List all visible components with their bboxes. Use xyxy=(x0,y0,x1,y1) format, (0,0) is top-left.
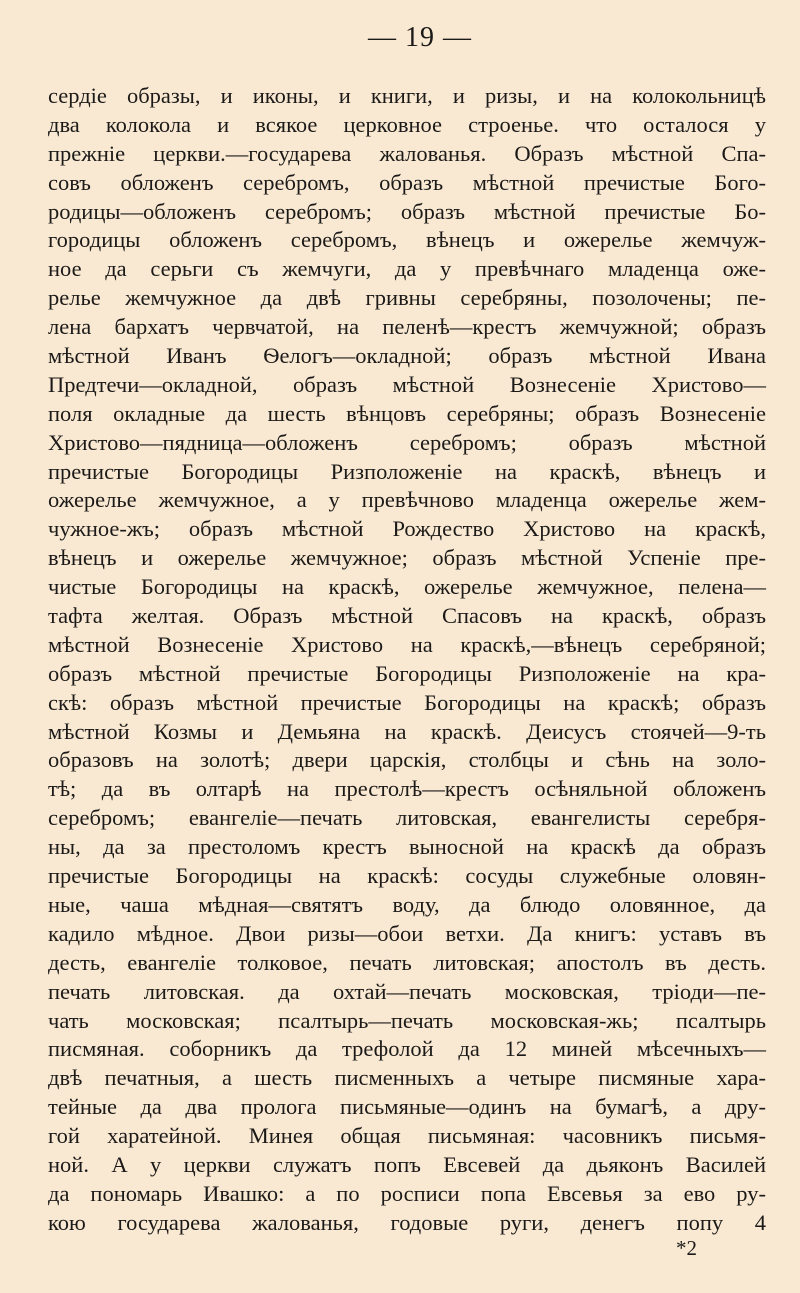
text-line: гой харатейной. Минея общая письмяная: часовникъ письмя- xyxy=(48,1123,766,1149)
text-line: родицы—обложенъ серебромъ; образъ мѣстной пречистые Бо- xyxy=(48,198,766,224)
text-line: сердіе образы, и иконы, и книги, и ризы, и на колокольницѣ xyxy=(48,83,766,108)
text-line: скѣ: образъ мѣстной пречистые Богородицы на краскѣ; образъ xyxy=(48,689,766,715)
text-line: городицы обложенъ серебромъ, вѣнецъ и ожерелье жемчуж- xyxy=(48,227,766,253)
text-line: ожерелье жемчужное, а у превѣчново младенца ожерелье жем- xyxy=(48,487,766,513)
text-line: кою государева жалованья, годовые руги, денегъ попу 4 xyxy=(48,1209,766,1235)
text-line: поля окладные да шесть вѣнцовъ серебряны; образъ Вознесеніе xyxy=(48,400,766,426)
text-line: мѣстной Вознесеніе Христово на краскѣ,—вѣнецъ серебряной; xyxy=(48,631,766,657)
text-line: два колокола и всякое церковное строенье. что осталося у xyxy=(48,111,766,137)
text-line: чать московская; псалтырь—печать московская-жь; псалтырь xyxy=(48,1007,766,1033)
text-line: серебромъ; евангеліе—печать литовская, евангелисты серебря- xyxy=(48,805,766,831)
text-line: лена бархатъ червчатой, на пеленѣ—крестъ жемчужной; образъ xyxy=(48,314,766,340)
text-line: пречистые Богородицы на краскѣ: сосуды служебные оловян- xyxy=(48,863,766,889)
page-number: — 19 — xyxy=(368,22,472,53)
text-line: ны, да за престоломъ крестъ выносной на краскѣ да образъ xyxy=(48,834,766,860)
text-line: чистые Богородицы на краскѣ, ожерелье жемчужное, пелена— xyxy=(48,574,766,600)
text-line: писмяная. соборникъ да трефолой да 12 миней мѣсечныхъ— xyxy=(48,1036,766,1062)
text-line: релье жемчужное да двѣ гривны серебряны, позолочены; пе- xyxy=(48,285,766,311)
text-line: мѣстной Иванъ Ѳелогъ—окладной; образъ мѣстной Ивана xyxy=(48,343,766,369)
text-line: чужное-жъ; образъ мѣстной Рождество Христово на краскѣ, xyxy=(48,516,766,542)
text-line: тѣ; да въ олтарѣ на престолѣ—крестъ осѣняльной обложенъ xyxy=(48,776,766,802)
text-line: кадило мѣдное. Двои ризы—обои ветхи. Да книгъ: уставъ въ xyxy=(48,920,766,946)
text-line: прежніе церкви.—государева жалованья. Образъ мѣстной Спа- xyxy=(48,140,766,166)
text-line: тейные да два пролога письмяные—одинъ на бумагѣ, а дру- xyxy=(48,1094,766,1120)
text-line: образъ мѣстной пречистые Богородицы Ризположеніе на кра- xyxy=(48,660,766,686)
text-line: Предтечи—окладной, образъ мѣстной Вознесеніе Христово— xyxy=(48,371,766,397)
text-line: образовъ на золотѣ; двери царскія, столбцы и сѣнь на золо- xyxy=(48,747,766,773)
body-text xyxy=(48,82,766,1238)
text-line: ное да серьги съ жемчуги, да у превѣчнаго младенца оже- xyxy=(48,256,766,282)
text-line: десть, евангеліе толковое, печать литовская; апостолъ въ десть. xyxy=(48,949,766,975)
text-line: да пономарь Ивашко: а по росписи попа Евсевья за ево ру- xyxy=(48,1180,766,1206)
text-line: совъ обложенъ серебромъ, образъ мѣстной пречистые Бого- xyxy=(48,169,766,195)
text-line: тафта желтая. Образъ мѣстной Спасовъ на краскѣ, образъ xyxy=(48,603,766,629)
text-line: ной. А у церкви служатъ попъ Евсевей да дьяконъ Василей xyxy=(48,1151,766,1177)
text-line: вѣнецъ и ожерелье жемчужное; образъ мѣстной Успеніе пре- xyxy=(48,545,766,571)
text-line: двѣ печатныя, а шесть писменныхъ а четыре писмяные хара- xyxy=(48,1065,766,1091)
signature-mark: *2 xyxy=(676,1236,697,1260)
text-line: пречистые Богородицы Ризположеніе на краскѣ, вѣнецъ и xyxy=(48,458,766,484)
text-line: печать литовская. да охтай—печать московская, тріоди—пе- xyxy=(48,978,766,1004)
text-line: мѣстной Козмы и Демьяна на краскѣ. Деисусъ стоячей—9-ть xyxy=(48,718,766,744)
text-line: ные, чаша мѣдная—святятъ воду, да блюдо оловянное, да xyxy=(48,891,766,917)
text-line: Христово—пядница—обложенъ серебромъ; образъ мѣстной xyxy=(48,429,766,455)
